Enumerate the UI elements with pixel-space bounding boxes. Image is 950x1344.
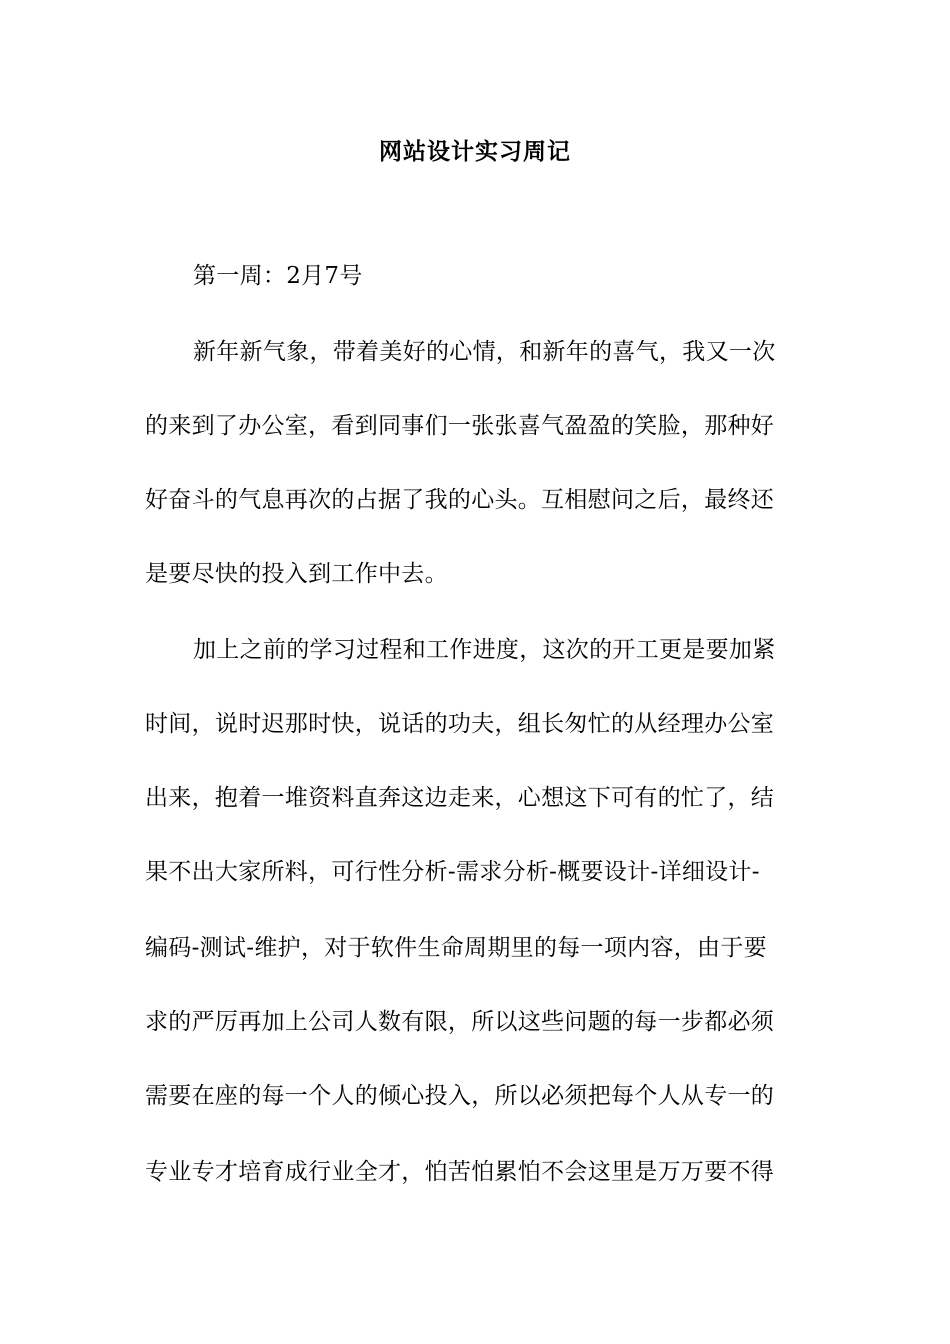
paragraph-line: 出来，抱着一堆资料直奔这边走来，心想这下可有的忙了，结	[145, 785, 775, 811]
paragraph-line: 专业专才培育成行业全才，怕苦怕累怕不会这里是万万要不得	[145, 1159, 775, 1185]
paragraph-line: 的来到了办公室，看到同事们一张张喜气盈盈的笑脸，那种好	[145, 413, 775, 439]
paragraph-line: 求的严厉再加上公司人数有限，所以这些问题的每一步都必须	[145, 1009, 775, 1035]
paragraph-line: 编码-测试-维护，对于软件生命周期里的每一项内容，由于要	[145, 935, 767, 961]
paragraph-line: 时间，说时迟那时快，说话的功夫，组长匆忙的从经理办公室	[145, 711, 775, 737]
paragraph-line: 果不出大家所料，可行性分析-需求分析-概要设计-详细设计-	[145, 859, 760, 885]
paragraph-line: 是要尽快的投入到工作中去。	[145, 561, 448, 587]
paragraph-line: 需要在座的每一个人的倾心投入，所以必须把每个人从专一的	[145, 1083, 775, 1109]
paragraph-line: 加上之前的学习过程和工作进度，这次的开工更是要加紧	[193, 637, 776, 663]
document-title: 网站设计实习周记	[379, 138, 571, 165]
paragraph-line: 新年新气象，带着美好的心情，和新年的喜气，我又一次	[193, 339, 776, 365]
date-heading: 第一周：2月7号	[193, 263, 363, 289]
paragraph-line: 好奋斗的气息再次的占据了我的心头。互相慰问之后，最终还	[145, 487, 775, 513]
